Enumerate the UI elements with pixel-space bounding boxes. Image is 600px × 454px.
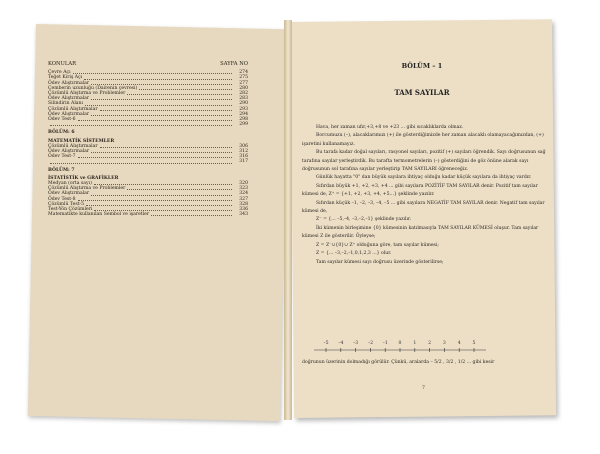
toc-label: Çözümlü Alıştırma ve Problemler — [48, 186, 126, 192]
toc-page: 275 — [239, 75, 248, 81]
toc-leader-dots — [139, 89, 232, 90]
toc-label: İSTATİSTİK ve GRAFİKLER — [48, 175, 119, 181]
body-paragraph: Z⁻ = {... –5,–4, –3,–2,–1} şeklinde yazılır. — [316, 217, 412, 223]
toc-label: Ödev Alıştırmalar — [48, 80, 90, 86]
number-line-label: 3 — [442, 341, 446, 346]
body-paragraph: Sıfırdan büyük +1, +2, +3, +4 ... gibi sayılara POZİTİF TAM SAYILAR denir. Pozitif tam sayılar kümesi de, Z⁺ = {+1, +2, +3, +4, +5...} şeklinde yazılır. — [302, 183, 538, 198]
toc-page: 343 — [239, 212, 248, 218]
toc-label: Teğet Kiriş Açı — [48, 75, 83, 81]
body-paragraph: Sıfırdan küçük –1, –2, –3, –4, –5 ... gibi sayılara NEGATİF TAM SAYILAR denir. Negatif tam sayılar kümesi de, — [302, 200, 545, 215]
number-line-label: 1 — [413, 341, 417, 346]
toc-label: Ödev Alıştırmalar — [48, 191, 90, 197]
toc-page: 312 — [239, 149, 248, 155]
number-line — [312, 336, 488, 356]
toc-leader-dots — [91, 99, 232, 100]
toc-page: 282 — [239, 91, 248, 97]
toc-leader-dots — [84, 79, 232, 80]
chapter-title: TAM SAYILAR — [394, 88, 450, 97]
toc-leader-dots — [50, 125, 232, 126]
toc-leader-dots — [91, 195, 232, 196]
body-paragraph: Z = {... –3,–2,–1,0,1,2,3 ...} olur. — [316, 251, 392, 257]
toc-section-heading — [48, 168, 248, 173]
toc-leader-dots — [50, 163, 232, 164]
toc-leader-dots — [78, 200, 232, 201]
number-line-label: –2 — [367, 341, 374, 346]
toc-label: Silindirin Alanı — [48, 101, 83, 107]
toc-label: BÖLÜM: 6 — [48, 130, 75, 136]
toc-page: 290 — [239, 101, 248, 107]
toc-page: 323 — [239, 186, 248, 192]
toc-page: 306 — [239, 143, 248, 149]
toc-label: Ödev Alıştırmalar — [48, 149, 90, 155]
body-paragraph: Z = Z⁻∪{0}∪ Z⁺ olduğuna göre, tam sayılar kümesi; — [316, 242, 439, 248]
toc-label: Çemberin uzunluğu (Dairenin çevresi) — [48, 85, 138, 91]
toc-header-page: SAYFA NO — [220, 61, 248, 67]
toc-leader-dots — [78, 157, 232, 158]
toc-page: 324 — [239, 191, 248, 197]
number-line-label: 0 — [398, 341, 402, 346]
number-line-label: –1 — [382, 341, 388, 346]
toc-page: 293 — [239, 106, 248, 112]
toc-page: 317 — [239, 159, 248, 165]
body-paragraph: Borcumuzu (–), alacaklarımızı (+) ile gösterdiğimizde her zaman alacaklı olamayacağımızdan, (+) işaretini kullanamayız. — [302, 133, 544, 147]
toc-header-topics: KONULAR — [48, 61, 76, 67]
toc-leader-dots — [91, 152, 232, 153]
footer-text: doğrunun üzerinin dolmadığı görülür. Çünkü, aralarda – 5/2 , 3/2 , 1/2 ... gibi kesir — [302, 360, 495, 365]
body-paragraph: Tam sayılar kümesi sayı doğrusu üzerinde gösterilirse; — [316, 259, 444, 265]
toc-label: Medyan (orta sayı) — [48, 181, 92, 187]
toc-rows — [48, 70, 248, 217]
toc-leader-dots — [85, 105, 232, 106]
toc-leader-dots — [127, 189, 232, 190]
toc-row — [48, 212, 248, 217]
toc-label: Matematikte kullanılan Sembol ve işaretler — [48, 212, 150, 218]
toc-label: Çözümlü Alıştırmalar — [48, 143, 98, 149]
toc-row — [48, 159, 248, 164]
toc-label: MATEMATİK SİSTEMLER — [48, 138, 115, 144]
toc-page: 280 — [239, 85, 248, 91]
toc-row — [48, 122, 248, 127]
toc-label: Test-Yön Çözümleri — [48, 207, 93, 213]
body-paragraph: Günlük hayatta "0" dan büyük sayılara ihtiyaç olduğu kadar küçük sayılara da ihtiyaç vardır. — [316, 175, 532, 181]
toc-page: 274 — [239, 70, 248, 76]
body-paragraph: Bu tarafa kadar doğal sayıları, rasyonel sayıları, pozitif (+) sayıları öğrendik. Sayı doğrusunun sağ tarafına sayılar yerleştirdik. Bu tarafta termometrelerin (–) gösterdiğini de göz önüne alarak sayı doğrusunun sol tarafına sayılar yerleştirip TAM SAYILARI öğreneceğiz. — [302, 150, 546, 173]
book-spine — [284, 20, 292, 420]
toc-page: 299 — [239, 122, 248, 128]
toc-leader-dots — [127, 94, 232, 95]
toc-section-heading — [48, 130, 248, 135]
toc-page: 336 — [239, 207, 248, 213]
table-of-contents — [48, 62, 248, 217]
toc-label: Ödev Alıştırmalar — [48, 111, 90, 117]
toc-leader-dots — [73, 73, 232, 74]
toc-leader-dots — [91, 84, 232, 85]
page-number: 7 — [422, 386, 425, 391]
toc-label: Ödev Alıştırmalar — [48, 96, 90, 102]
toc-label: Çözümlü Alıştırma ve Problemler — [48, 91, 126, 97]
toc-label: Ödev Test-6 — [48, 117, 76, 123]
toc-header — [48, 62, 248, 67]
number-line-label: 4 — [457, 341, 461, 346]
toc-leader-dots — [151, 215, 232, 216]
number-line-label: 2 — [428, 341, 432, 346]
body-paragraph: İki kümenin birleşimine {0} kümesinin katılmasıyla TAM SAYILAR KÜMESİ oluşur. Tam sayılar kümesi Z ile gösterilir. Öyleyse; — [302, 225, 539, 240]
toc-page: 327 — [239, 196, 248, 202]
number-line-label: –4 — [338, 341, 344, 346]
toc-page: 298 — [239, 117, 248, 123]
toc-label: Çözümlü Test-5 — [48, 201, 85, 207]
number-line-label: –5 — [323, 341, 329, 346]
number-line-label: –3 — [352, 341, 359, 346]
toc-page: 328 — [239, 201, 248, 207]
chapter-number: BÖLÜM – 1 — [401, 62, 443, 70]
toc-page: 277 — [239, 80, 248, 86]
toc-page: 320 — [239, 181, 248, 187]
toc-page: 283 — [239, 96, 248, 102]
toc-label: Çevre Açı — [48, 70, 71, 76]
body-paragraph: Hava, her zaman ufır,+3,+8 ve +23 ... gibi sıcaklıklarda olmaz. — [316, 125, 464, 130]
toc-label: Ödev Test-8 — [48, 196, 76, 202]
body-text — [302, 124, 546, 267]
number-line-label: 5 — [472, 341, 476, 346]
toc-leader-dots — [100, 110, 232, 111]
toc-label: BÖLÜM: 7 — [48, 167, 75, 173]
toc-label: Ödev Test-7 — [48, 154, 76, 160]
toc-page: 316 — [239, 154, 248, 160]
toc-leader-dots — [100, 147, 232, 148]
toc-leader-dots — [86, 205, 232, 206]
toc-page: 294 — [239, 111, 248, 117]
toc-leader-dots — [91, 115, 232, 116]
toc-leader-dots — [78, 120, 232, 121]
toc-label: Çözümlü Alıştırmalar — [48, 106, 98, 112]
